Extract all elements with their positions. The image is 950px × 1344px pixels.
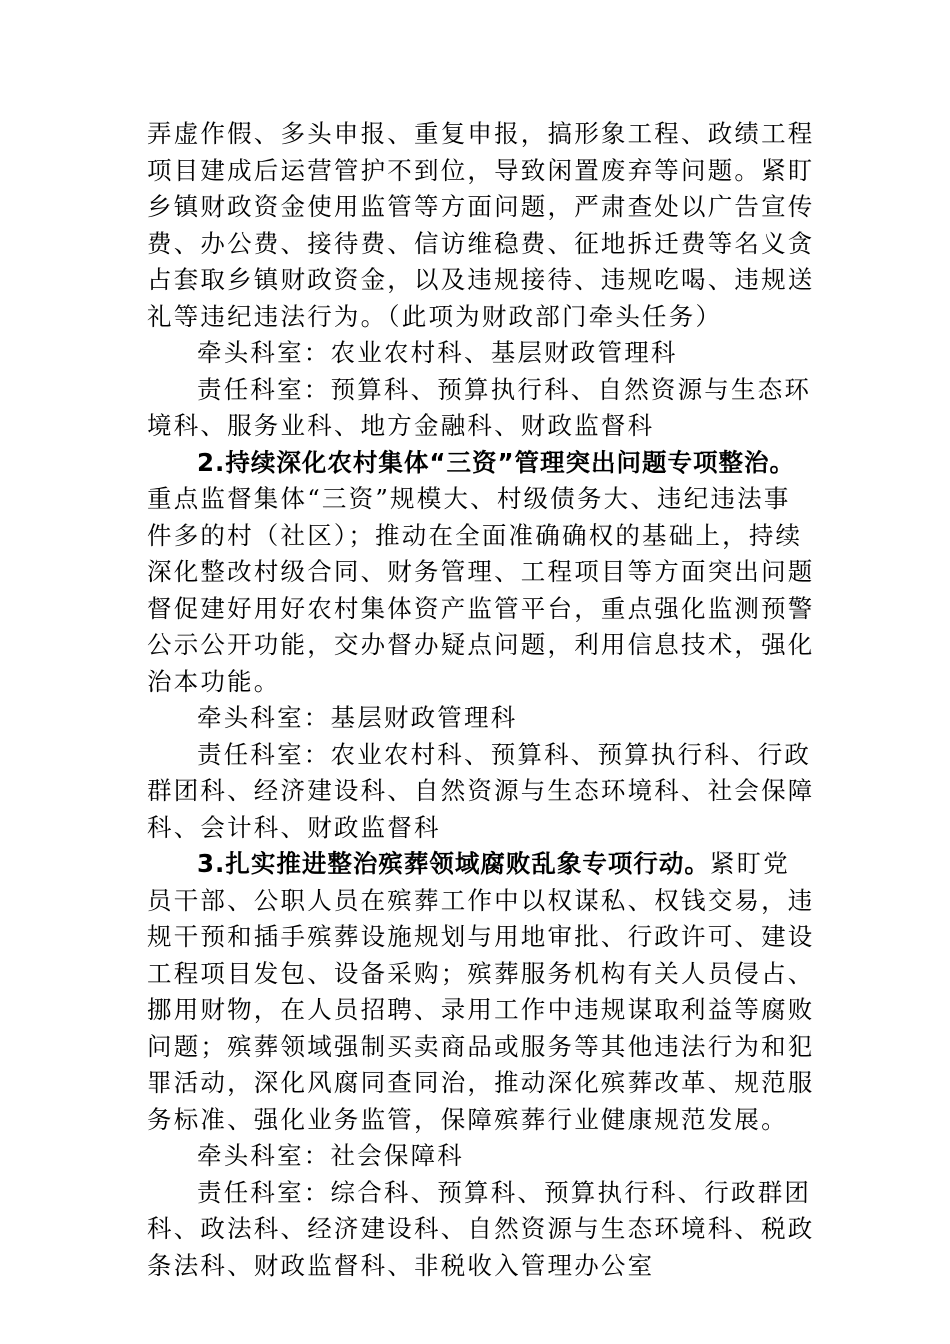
text-line: 员干部、公职人员在殡葬工作中以权谋私、权钱交易，违 xyxy=(147,885,815,915)
section3-first-line-tail: 紧盯党 xyxy=(709,849,790,878)
text-line: 乡镇财政资金使用监管等方面问题，严肃查处以广告宣传 xyxy=(147,192,815,221)
resp-dept-line: 境科、服务业科、地方金融科、财政监督科 xyxy=(147,411,655,440)
lead-dept-text: 牵头科室：农业农村科、基层财政管理科 xyxy=(197,338,678,367)
section3-lead-dept xyxy=(147,1138,810,1175)
text-line: 罪活动，深化风腐同查同治，推动深化殡葬改革、规范服 xyxy=(147,1068,815,1097)
text-line: 挪用财物，在人员招聘、录用工作中违规谋取利益等腐败 xyxy=(147,995,815,1024)
section3 xyxy=(147,846,815,1138)
text-line: 工程项目发包、设备采购；殡葬服务机构有关人员侵占、 xyxy=(147,958,815,988)
text-line: 礼等违纪违法行为。（此项为财政部门牵头任务） xyxy=(147,301,723,331)
resp-dept-line: 责任科室：预算科、预算执行科、自然资源与生态环 xyxy=(197,374,812,404)
text-line: 占套取乡镇财政资金，以及违规接待、违规吃喝、违规送 xyxy=(147,265,815,294)
section3-resp-dept xyxy=(147,1175,815,1285)
resp-dept-line: 条法科、财政监督科、非税收入管理办公室 xyxy=(147,1250,655,1280)
lead-dept-text: 牵头科室：社会保障科 xyxy=(197,1141,464,1170)
text-line: 务标准、强化业务监管，保障殡葬行业健康规范发展。 xyxy=(147,1104,788,1134)
resp-dept-line: 群团科、经济建设科、自然资源与生态环境科、社会保障 xyxy=(147,776,815,805)
section2-resp-dept xyxy=(147,737,815,847)
lead-dept-text: 牵头科室：基层财政管理科 xyxy=(197,703,518,732)
resp-dept-line: 科、政法科、经济建设科、自然资源与生态环境科、税政 xyxy=(147,1214,815,1243)
text-line: 件多的村（社区）；推动在全面准确确权的基础上，持续 xyxy=(147,520,803,550)
text-line: 治本功能。 xyxy=(147,666,281,696)
text-line: 项目建成后运营管护不到位，导致闲置废弃等问题。紧盯 xyxy=(147,155,815,185)
section1-lead-dept xyxy=(147,335,810,372)
text-line: 费、办公费、接待费、信访维稳费、征地拆迁费等名义贪 xyxy=(147,228,815,258)
text-line: 深化整改村级合同、财务管理、工程项目等方面突出问题 xyxy=(147,557,815,586)
text-line: 公示公开功能，交办督办疑点问题，利用信息技术，强化 xyxy=(147,630,815,659)
section1-resp-dept xyxy=(147,372,810,445)
section2 xyxy=(147,445,815,701)
resp-dept-line: 责任科室：综合科、预算科、预算执行科、行政群团 xyxy=(197,1177,812,1207)
document-page xyxy=(147,116,815,1284)
section2-heading: 2.持续深化农村集体“三资”管理突出问题专项整治。 xyxy=(197,447,796,477)
text-line: 重点监督集体“三资”规模大、村级债务大、违纪违法事 xyxy=(147,484,791,513)
section3-heading: 3.扎实推进整治殡葬领域腐败乱象专项行动。 xyxy=(197,849,710,878)
text-line: 问题；殡葬领域强制买卖商品或服务等其他违法行为和犯 xyxy=(147,1031,815,1061)
section2-lead-dept xyxy=(147,700,810,737)
resp-dept-line: 责任科室：农业农村科、预算科、预算执行科、行政 xyxy=(197,739,812,769)
section1-body xyxy=(147,116,815,335)
resp-dept-line: 科、会计科、财政监督科 xyxy=(147,812,441,842)
section3-first-line xyxy=(147,846,810,883)
text-line: 弄虚作假、多头申报、重复申报，搞形象工程、政绩工程 xyxy=(147,119,815,148)
text-line: 督促建好用好农村集体资产监管平台，重点强化监测预警 xyxy=(147,593,815,623)
text-line: 规干预和插手殡葬设施规划与用地审批、行政许可、建设 xyxy=(147,922,815,951)
